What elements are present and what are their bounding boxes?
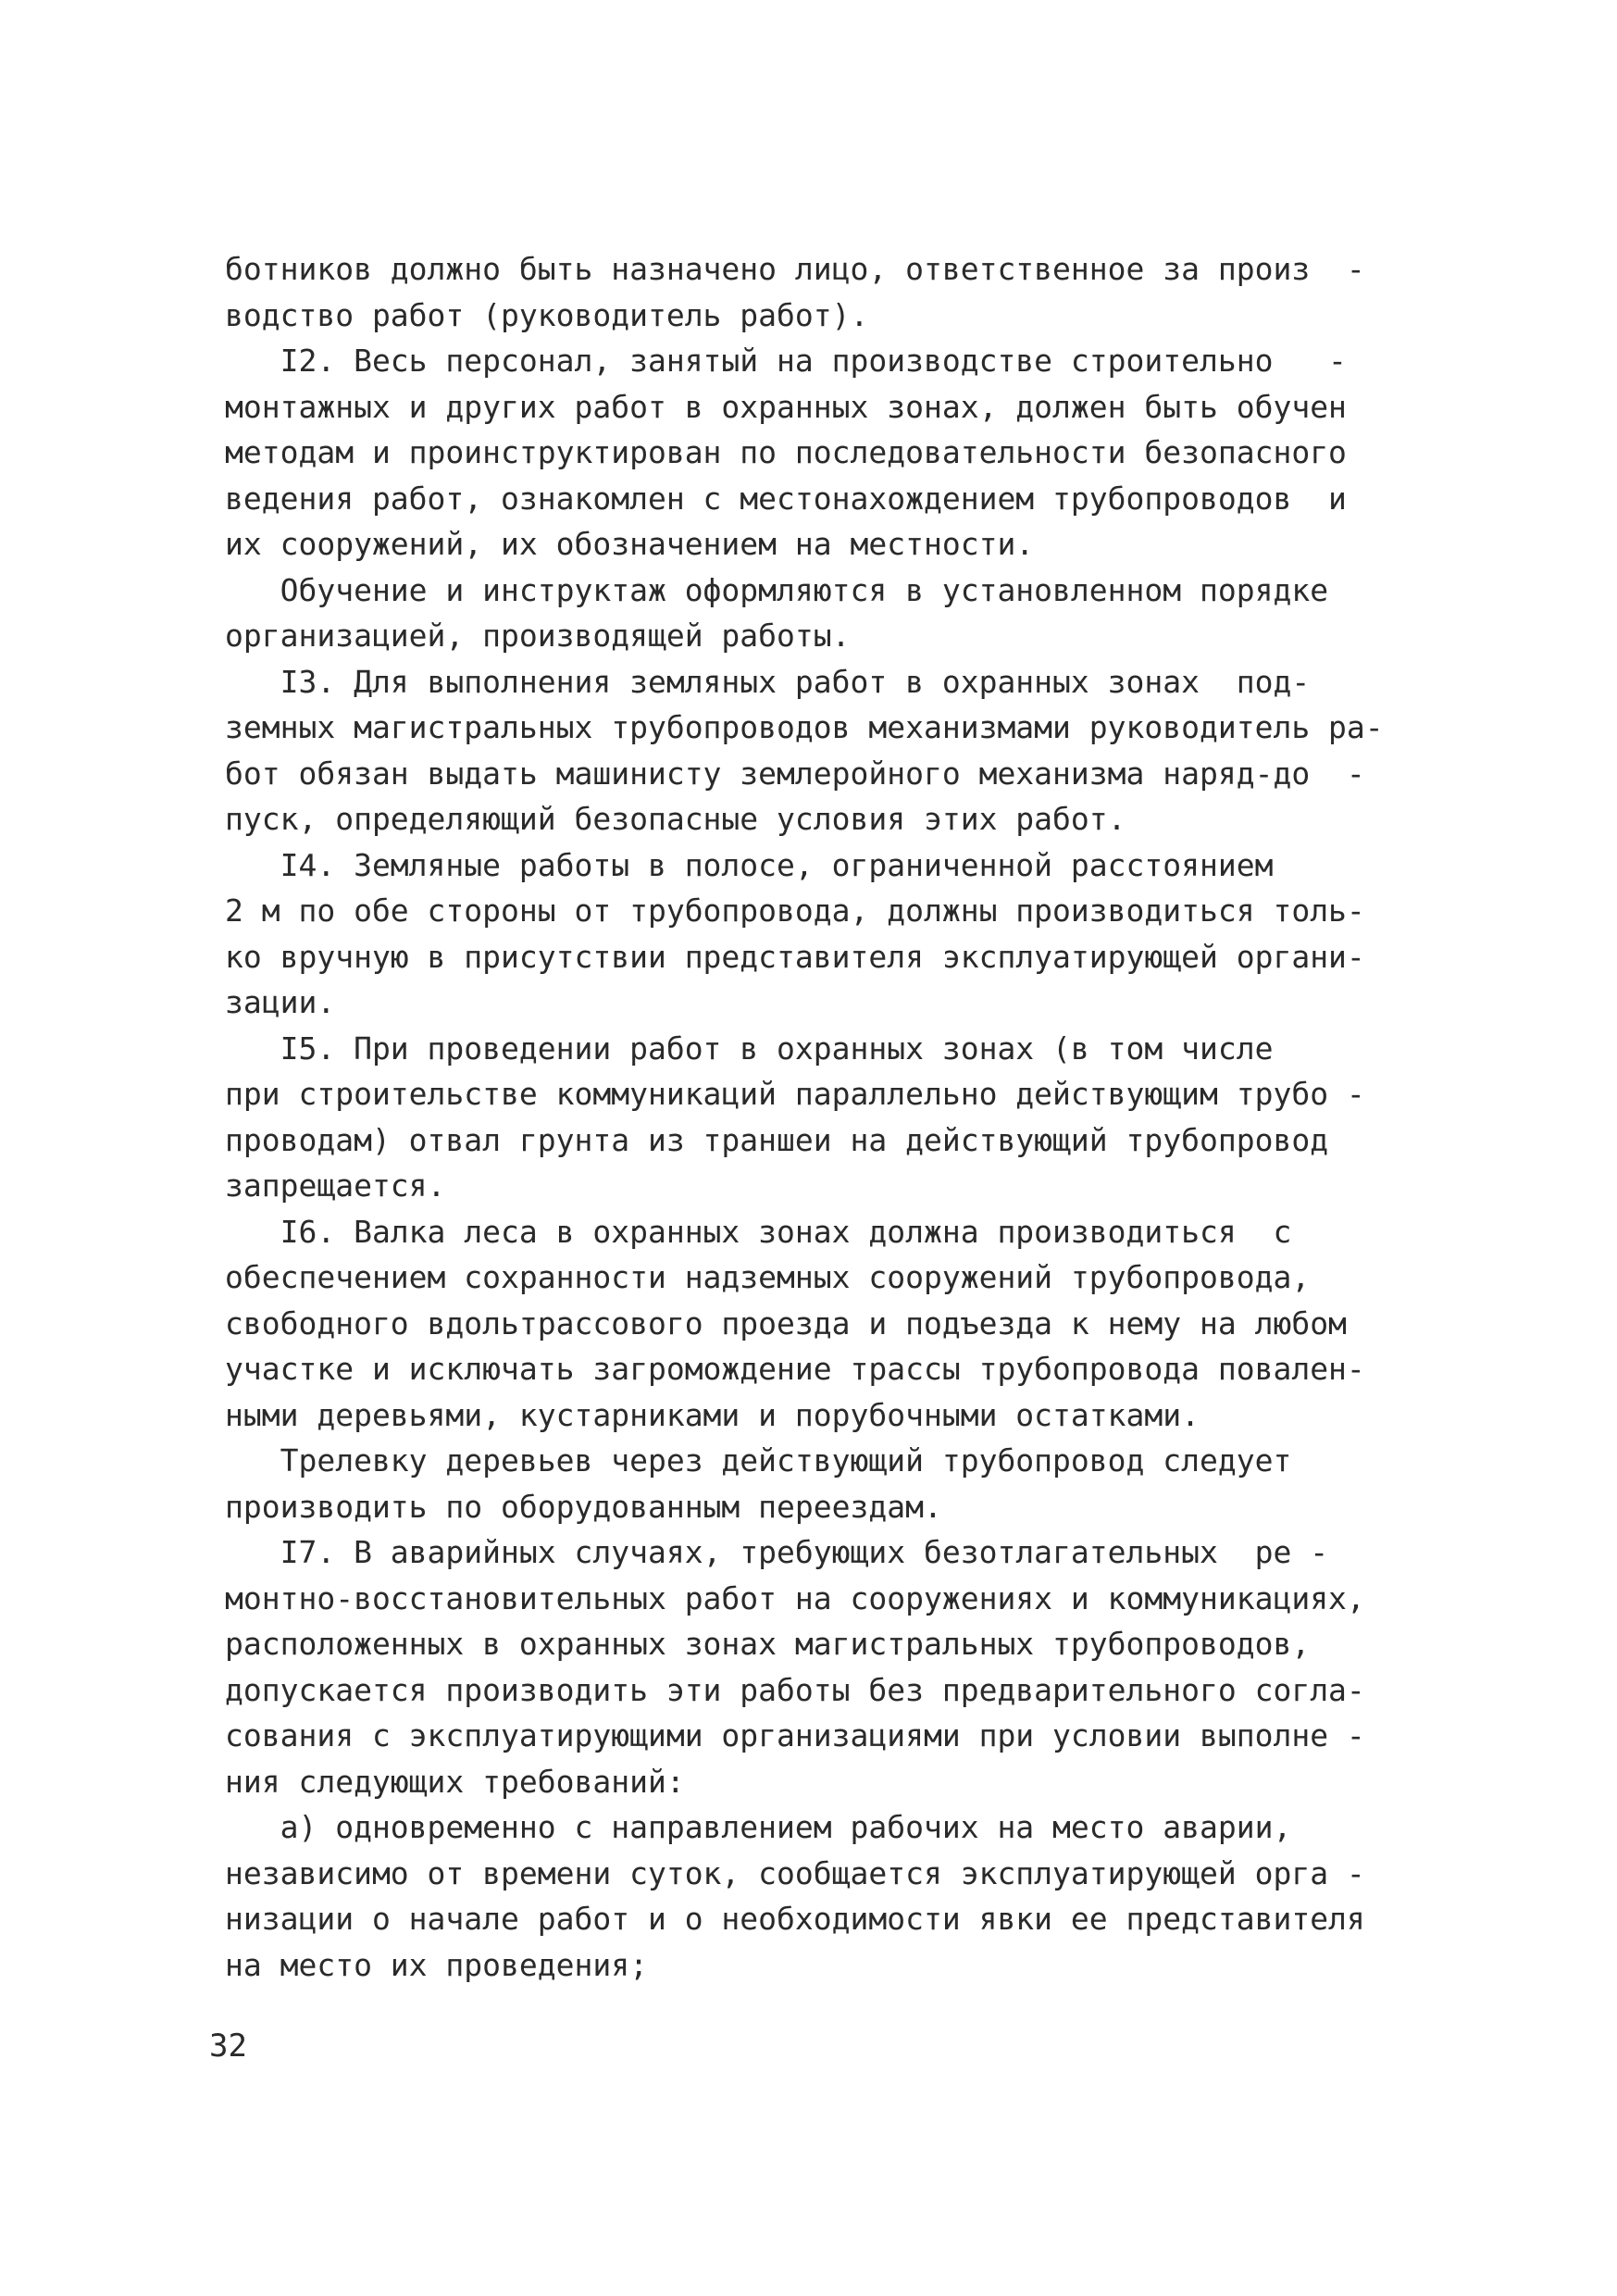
text-line: пуск, определяющий безопасные условия этих работ.	[225, 801, 1126, 837]
text-line: участке и исключать загромождение трассы трубопровода повален-	[225, 1351, 1365, 1387]
text-line: Обучение и инструктаж оформляются в установленном порядке	[225, 571, 1329, 608]
text-line: а) одновременно с направлением рабочих на место аварии,	[225, 1809, 1292, 1845]
text-line: земных магистральных трубопроводов механизмами руководитель ра-	[225, 709, 1384, 745]
text-line: при строительстве коммуникаций параллельно действующим трубо -	[225, 1076, 1365, 1112]
text-line: водство работ (руководитель работ).	[225, 296, 869, 333]
text-line: на место их проведения;	[225, 1946, 648, 1983]
text-line: зации.	[225, 984, 336, 1020]
text-line: монтно-восстановительных работ на сооружениях и коммуникациях,	[225, 1579, 1365, 1616]
text-line: бот обязан выдать машинисту землеройного механизма наряд-до -	[225, 755, 1365, 792]
text-line: их сооружений, их обозначением на местности.	[225, 526, 1035, 562]
text-line: I3. Для выполнения земляных работ в охранных зонах под-	[225, 663, 1311, 700]
text-line: обеспечением сохранности надземных сооружений трубопровода,	[225, 1259, 1311, 1295]
page-number: 32	[209, 2028, 247, 2065]
text-line: допускается производить эти работы без предварительного согла-	[225, 1671, 1365, 1708]
text-line: ными деревьями, кустарниками и порубочными остатками.	[225, 1396, 1200, 1433]
text-line: ко вручную в присутствии представителя эксплуатирующей органи-	[225, 938, 1365, 975]
text-line: сования с эксплуатирующими организациями при условии выполне -	[225, 1717, 1365, 1753]
body-text	[225, 246, 1391, 1988]
text-line: ботников должно быть назначено лицо, ответственное за произ -	[225, 251, 1365, 287]
text-line: Трелевку деревьев через действующий трубопровод следует	[225, 1442, 1292, 1479]
text-line: монтажных и других работ в охранных зонах, должен быть обучен	[225, 388, 1347, 425]
text-line: свободного вдольтрассового проезда и подъезда к нему на любом	[225, 1304, 1347, 1341]
text-line: I5. При проведении работ в охранных зонах (в том числе	[225, 1029, 1274, 1067]
text-line: независимо от времени суток, сообщается эксплуатирующей орга -	[225, 1854, 1365, 1891]
text-line: запрещается.	[225, 1167, 446, 1204]
text-line: ведения работ, ознакомлен с местонахождением трубопроводов и	[225, 480, 1347, 517]
text-line: I6. Валка леса в охранных зонах должна производиться с	[225, 1213, 1292, 1250]
text-line: проводам) отвал грунта из траншеи на действующий трубопровод	[225, 1121, 1329, 1158]
text-line: производить по оборудованным переездам.	[225, 1488, 942, 1525]
text-line: I4. Земляные работы в полосе, ограниченной расстоянием	[225, 846, 1274, 883]
text-line: I7. В аварийных случаях, требующих безотлагательных ре -	[225, 1534, 1329, 1570]
text-line: низации о начале работ и о необходимости явки ее представителя	[225, 1901, 1365, 1937]
text-line: методам и проинструктирован по последовательности безопасного	[225, 434, 1347, 470]
text-line: расположенных в охранных зонах магистральных трубопроводов,	[225, 1626, 1311, 1662]
text-line: ния следующих требований:	[225, 1763, 685, 1800]
text-line: I2. Весь персонал, занятый на производстве строительно -	[225, 343, 1347, 379]
text-line: организацией, производящей работы.	[225, 618, 851, 654]
text-line: 2 м по обе стороны от трубопровода, должны производиться толь-	[225, 892, 1365, 929]
